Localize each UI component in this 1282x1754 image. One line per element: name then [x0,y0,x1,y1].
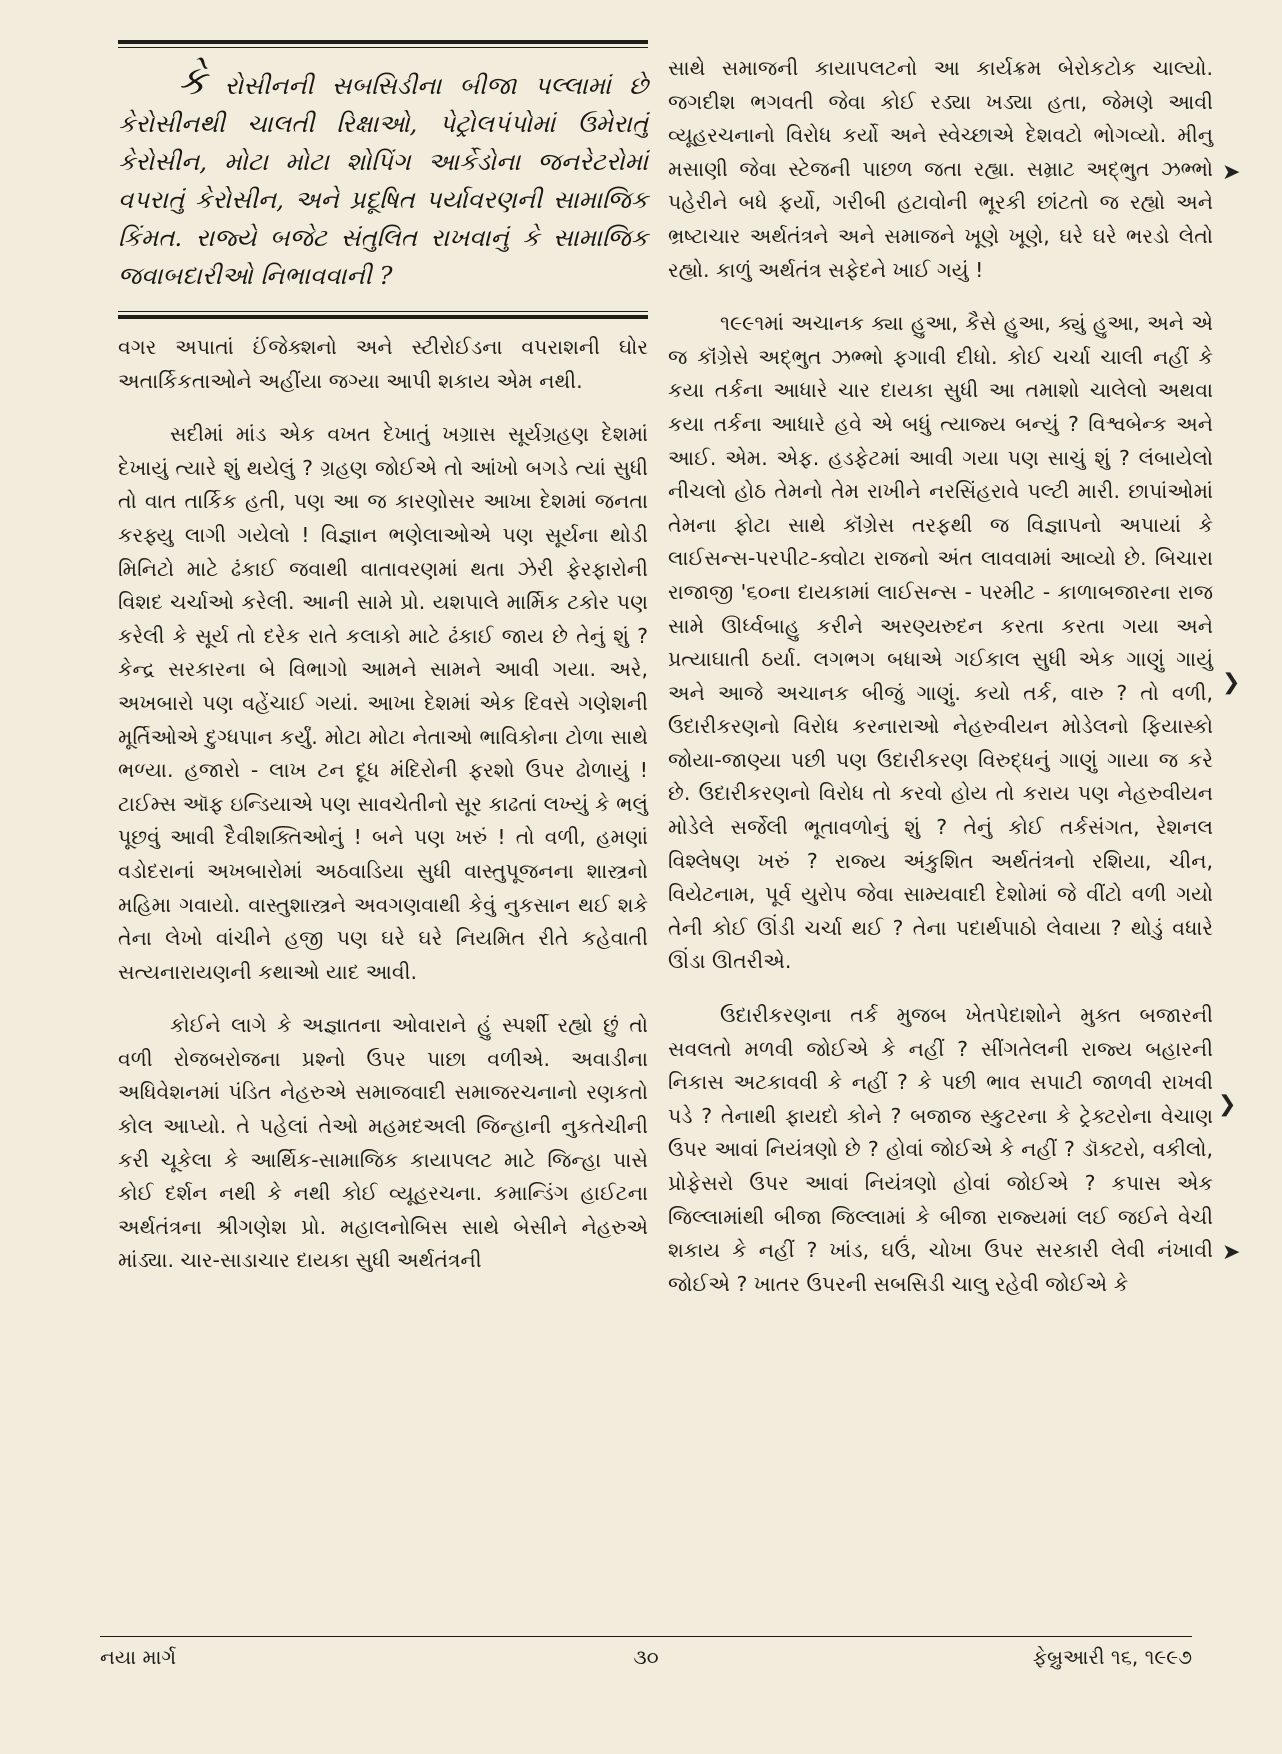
pullquote-dropcap: કે [178,58,207,104]
publication-name: નયા માર્ગ [100,1645,177,1669]
right-paragraph-2: ૧૯૯૧માં અચાનક ક્યા હુઆ, કૈસે હુઆ, ક્યું હુઆ, અને એ જ કૉંગ્રેસે અદ્ભુત ઝભ્ભો ફગાવી દીધો. કોઈ ચર્ચા ચાલી નહીં કે કયા તર્કના આધારે ચાર દાયકા સુધી આ તમાશો ચાલેલો અથવા કયા તર્કના આધારે હવે એ બધું ત્યાજ્ય બન્યું ? વિશ્વબેન્ક અને આઈ. એમ. એફ. હડફેટમાં આવી ગયા પણ સાચું શું ? લંબાયેલો નીચલો હોઠ તેમનો તેમ રાખીને નરસિંહરાવે પલ્ટી મારી. છાપાંઓમાં તેમના ફોટા સાથે કૉંગ્રેસ તરફથી જ વિજ્ઞાપનો અપાયાં કે લાઈસન્સ-પરપીટ-ક્વોટા રાજનો અંત લાવવામાં આવ્યો છે. બિચારા રાજાજી '૬૦ના દાયકામાં લાઈસન્સ - પરમીટ - કાળાબજારના રાજ સામે ઊર્ધ્વબાહુ કરીને અરણ્યરુદન કરતા કરતા ગયા અને પ્રત્યાઘાતી ઠર્યા. લગભગ બધાએ ગઈકાલ સુધી એક ગાણું ગાયું અને આજે અચાનક બીજું ગાણું. કયો તર્ક, વારુ ? તો વળી, ઉદારીકરણનો વિરોધ કરનારાઓ નેહરુવીયન મોડેલનો ફિયાસ્કો જોયા-જાણ્યા પછી પણ ઉદારીકરણ વિરુદ્ધનું ગાણું ગાયા જ કરે છે. ઉદારીકરણનો વિરોધ તો કરવો હોય તો કરાય પણ નેહરુવીયન મોડેલે સર્જેલી ભૂતાવળોનું શું ? તેનું કોઈ તર્કસંગત, રેશનલ વિશ્લેષણ ખરું ? રાજ્ય અંકુશિત અર્થતંત્રનો રશિયા, ચીન, વિયેટનામ, પૂર્વ યુરોપ જેવા સામ્યવાદી દેશોમાં જે વીંટો વળી ગયો તેની કોઈ ઊંડી ચર્ચા થઈ ? તેના પદાર્થપાઠો લેવાયા ? થોડું વધારે ઊંડા ઊતરીએ. [668,311,1213,974]
right-column [668,52,1213,1301]
margin-mark-icon: ❯ [1222,670,1241,695]
left-paragraph-2: સદીમાં માંડ એક વખત દેખાતું ખગ્રાસ સૂર્યગ્રહણ દેશમાં દેખાયું ત્યારે શું થયેલું ? ગ્રહણ જોઈએ તો આંખો બગડે ત્યાં સુધી તો વાત તાર્કિક હતી, પણ આ જ કારણોસર આખા દેશમાં જનતા કરફ્યુ લાગી ગયેલો ! વિજ્ઞાન ભણેલાઓએ પણ સૂર્યના થોડી મિનિટો માટે ઢંકાઈ જવાથી વાતાવરણમાં થતા ઝેરી ફેરફારોની વિશદ ચર્ચાઓ કરેલી. આની સામે પ્રો. યશપાલે માર્મિક ટકોર પણ કરેલી કે સૂર્ય તો દરેક રાતે કલાકો માટે ઢંકાઈ જાય છે તેનું શું ? કેન્દ્ર સરકારના બે વિભાગો આમને સામને આવી ગયા. અરે, અખબારો પણ વહેંચાઈ ગયાં. આખા દેશમાં એક દિવસે ગણેશની મૂર્તિઓએ દુગ્ધપાન કર્યું. મોટા મોટા નેતાઓ ભાવિકોના ટોળા સાથે ભળ્યા. હજારો - લાખ ટન દૂધ મંદિરોની ફરશો ઉપર ઢોળાયું ! ટાઈમ્સ ઑફ ઇન્ડિયાએ પણ સાવચેતીનો સૂર કાઢતાં લખ્યું કે ભલું પૂછવું આવી દૈવીશક્તિઓનું ! બને પણ ખરું ! તો વળી, હમણાં વડોદરાનાં અખબારોમાં અઠવાડિયા સુધી વાસ્તુપૂજનના શાસ્ત્રનો મહિમા ગવાયો. વાસ્તુશાસ્ત્રને અવગણવાથી કેવું નુકસાન થઈ શકે તેના લેખો વાંચીને હજી પણ ઘરે ઘરે નિયમિત રીતે કહેવાતી સત્યનારાયણની કથાઓ યાદ આવી. [118,422,648,984]
margin-mark-icon: ❯ [1218,1092,1237,1117]
pullquote-bottom-rule-thin [118,311,648,312]
pullquote-top-rule [118,40,648,44]
right-paragraph-1: સાથે સમાજની કાયાપલટનો આ કાર્યક્રમ બેરોકટોક ચાલ્યો. જગદીશ ભગવતી જેવા કોઈ રડ્યા ખડ્યા હતા, જેમણે આવી વ્યૂહરચનાનો વિરોધ કર્યો અને સ્વેચ્છાએ દેશવટો ભોગવ્યો. મીનુ મસાણી જેવા સ્ટેજની પાછળ જતા રહ્યા. સમ્રાટ અદ્ભુત ઝભ્ભો પહેરીને બધે ફર્યો, ગરીબી હટાવોની ભૂરકી છાંટતો જ રહ્યો અને ભ્રષ્ટાચાર અર્થતંત્રને અને સમાજને ખૂણે ખૂણે, ઘરે ઘરે ભરડો લેતો રહ્યો. કાળું અર્થતંત્ર સફેદને ખાઈ ગયું ! [668,56,1213,282]
right-paragraph-3: ઉદારીકરણના તર્ક મુજબ ખેતપેદાશોને મુક્ત બજારની સવલતો મળવી જોઈએ કે નહીં ? સીંગતેલની રાજ્ય બહારની નિકાસ અટકાવવી કે નહીં ? કે પછી ભાવ સપાટી જાળવી રાખવી પડે ? તેનાથી ફાયદો કોને ? બજાજ સ્કુટરના કે ટ્રેક્ટરોના વેચાણ ઉપર આવાં નિયંત્રણો છે ? હોવાં જોઈએ કે નહીં ? ડૉક્ટરો, વકીલો, પ્રોફેસરો ઉપર આવાં નિયંત્રણો હોવાં જોઈએ ? કપાસ એક જિલ્લામાંથી બીજા જિલ્લામાં કે બીજા રાજ્યમાં લઈ જઈને વેચી શકાય કે નહીં ? ખાંડ, ઘઉં, ચોખા ઉપર સરકારી લેવી નંખાવી જોઈએ ? ખાતર ઉપરની સબસિડી ચાલુ રહેવી જોઈએ કે [668,1003,1213,1296]
left-paragraph-1: વગર અપાતાં ઈંજેક્શનો અને સ્ટીરોઈડના વપરાશની ઘોર અતાર્કિકતાઓને અહીંયા જગ્યા આપી શકાય એમ નથી. [118,335,648,393]
page-footer [100,1636,1192,1685]
left-paragraph-3: કોઈને લાગે કે અજ્ઞાતના ઓવારાને હું સ્પર્શી રહ્યો છું તો વળી રોજબરોજના પ્રશ્નો ઉપર પાછા વળીએ. અવાડીના અધિવેશનમાં પંડિત નેહરુએ સમાજવાદી સમાજરચનાનો રણકતો કોલ આપ્યો. તે પહેલાં તેઓ મહમદઅલી જિન્હાની નુકતેચીની કરી ચૂકેલા કે આર્થિક-સામાજિક કાયાપલટ માટે જિન્હા પાસે કોઈ દર્શન નથી કે નથી કોઈ વ્યૂહરચના. કમાન્ડિંગ હાઈટના અર્થતંત્રના શ્રીગણેશ પ્રો. મહાલનોબિસ સાથે બેસીને નેહરુએ માંડ્યા. ચાર-સાડાચાર દાયકા સુધી અર્થતંત્રની [118,1013,648,1273]
issue-date: ફેબ્રુઆરી ૧૬, ૧૯૯૭ [1032,1645,1192,1669]
left-column [118,40,648,1278]
pullquote-top-rule-thin [118,47,648,48]
page-number: ૩૦ [633,1645,659,1669]
pullquote [118,58,648,295]
pullquote-bottom-rule [118,315,648,319]
margin-mark-icon: ➤ [1222,160,1241,185]
pullquote-text: રોસીનની સબસિડીના બીજા પલ્લામાં છે કેરોસીનથી ચાલતી રિક્ષાઓ, પેટ્રોલપંપોમાં ઉમેરાતું કેરોસીન, મોટા મોટા શોપિંગ આર્કેડોના જનરેટરોમાં વપરાતું કેરોસીન, અને પ્રદૂષિત પર્યાવરણની સામાજિક કિંમત. રાજ્યે બજેટ સંતુલિત રાખવાનું કે સામાજિક જવાબદારીઓ નિભાવવાની ? [118,71,648,290]
footer-rule [100,1636,1192,1637]
margin-mark-icon: ➤ [1222,1240,1241,1265]
